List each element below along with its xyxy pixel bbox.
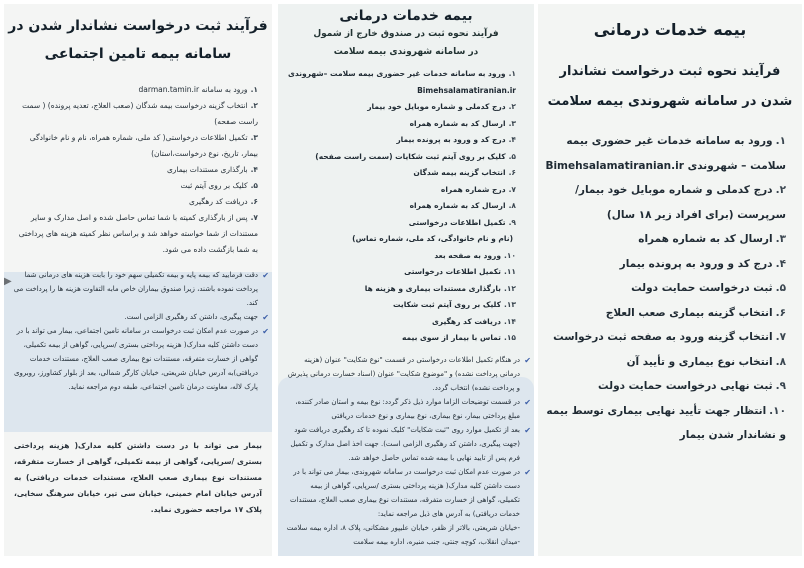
list-item: ۸.ارسال کد به شماره همراه	[409, 201, 516, 210]
note-item: ✔ در صورت عدم امکان ثبت درخواست در سامانه تامین اجتماعی، بیمار می تواند با در دست داشتن کلیه مدارک( هزینه پرداختی بستری /سرپایی، گواهی از بیمه تکمیلی، گواهی از خسارت متفرقه، مستندات نوع بیماری صعب العلاج، مستندات خدمات دریافتی)به آدرس خیابان شریعتی، خیابان کارگر شمالی، بعد از بلوار کشاورز، روبروی پارک لاله، معاونت درمان تامین اجتماعی، طبقه دوم مراجعه نماید.	[14, 327, 269, 391]
list-item: ۱.ورود به سامانه darman.tamin.ir	[138, 85, 258, 94]
list-item: ۶.انتخاب گزینه بیمه شدگان	[413, 168, 516, 177]
list-item: ۶.دریافت کد رهگیری	[189, 197, 258, 206]
middle-column	[278, 4, 534, 556]
check-icon: ✔	[262, 313, 269, 322]
right-subtitle: فرآیند نحوه ثبت درخواست نشاندار شدن در سامانه شهروندی بیمه سلامت	[547, 64, 793, 109]
middle-steps-list	[278, 66, 534, 347]
list-item: ۳.ارسال کد به شماره همراه	[638, 233, 786, 245]
right-column	[538, 4, 802, 556]
left-title: فرآیند ثبت درخواست نشاندار شدن در سامانه بیمه تامین اجتماعی	[8, 18, 268, 62]
list-item: ۵.کلیک بر روی آیتم ثبت شکایات (سمت راست صفحه)	[315, 151, 516, 161]
check-icon: ✔	[524, 425, 531, 435]
middle-notes-list	[278, 353, 534, 549]
list-item: ۱۲.بارگذاری مستندات بیماری و هزینه ها	[364, 283, 516, 293]
check-icon: ✔	[262, 327, 269, 336]
list-item: ۳.تکمیل اطلاعات درخواستی( کد ملی، شماره همراه، نام و نام خانوادگی بیمار، تاریخ، نوع درخواست،استان)	[29, 133, 258, 158]
list-item: ۱۱.تکمیل اطلاعات درخواستی	[404, 267, 516, 276]
list-item: ۹.تکمیل اطلاعات درخواستی	[408, 217, 516, 227]
right-title: بیمه خدمات درمانی	[593, 20, 747, 39]
list-item: ۷.درج شماره همراه	[440, 184, 516, 194]
list-item: ۱.ورود به سامانه خدمات غیر حضوری بیمه سلامت –شهروندی Bimehsalamatiranian.ir	[287, 69, 516, 95]
list-item: ۷.انتخاب گزینه ورود به صفحه ثبت درخواست	[553, 331, 786, 343]
middle-subtitle-1: فرآیند نحوه ثبت در صندوق خارج از شمول	[313, 29, 499, 39]
list-item: ۳.ارسال کد به شماره همراه	[409, 118, 516, 128]
middle-title: بیمه خدمات درمانی	[339, 8, 473, 24]
note-item: -میدان انقلاب، کوچه جنتی، جنب منیره، اداره بیمه سلامت	[353, 537, 520, 546]
note-item: ✔ دقت فرمایید که بیمه پایه و بیمه تکمیلی سهم خود را بابت هزینه های درمانی شما پرداخت نموده باشند، زیرا صندوق بیماران خاص مابه التفاوت هزینه ها را پرداخت می کند.	[13, 271, 269, 307]
list-item: ۴.بارگذاری مستندات بیماری	[166, 165, 258, 174]
right-steps-list	[538, 129, 802, 448]
arrow-icon: ▶	[4, 276, 12, 287]
list-item: ۴.درج کد و ورود به پرونده بیمار	[396, 135, 516, 144]
left-notes-list	[4, 258, 272, 394]
check-icon: ✔	[524, 355, 531, 365]
list-item: ۵.کلیک بر روی آیتم ثبت	[180, 181, 258, 190]
note-item: ✔ در هنگام تکمیل اطلاعات درخواستی در قسمت "نوع شکایت" عنوان (هزینه درمانی پرداخت نشده) و "موضوع شکایت" عنوان (اسناد خسارت درمانی پذیرش و پرداخت نشده) انتخاب گردد.	[287, 355, 531, 392]
list-item: ۹.ثبت نهایی درخواست حمایت دولت	[598, 380, 786, 392]
list-item: ۱۰.ورود به صفحه بعد	[434, 250, 516, 260]
list-item: ۸.انتخاب نوع بیماری و تأیید آن	[626, 355, 786, 368]
note-item: ✔ در قسمت توضیحات الزاما موارد ذیل ذکر گردد: نوع بیمه و استان صادر کننده، مبلغ پرداختی بیمار، نوع بیماری، نوع بیماری و نوع خدمات دریافتی	[295, 397, 531, 420]
list-item: ۱۳.کلیک بر روی آیتم ثبت شکایت	[392, 300, 516, 309]
list-item: ۷.پس از بارگذاری کمیته با شما تماس حاصل شده و اصل مدارک و سایر مستندات از شما خواسته خواهد شد و براساس نظر کمیته هزینه های پرداختی به شما بازگشت داده می شود.	[18, 213, 258, 254]
list-item: ۲.درج کدملی و شماره موبایل خود بیمار/ سرپرست (برای افراد زیر ۱۸ سال)	[575, 184, 786, 221]
check-icon: ✔	[524, 467, 531, 477]
note-item: ✔ جهت پیگیری، داشتن کد رهگیری الزامی است.	[4, 310, 272, 324]
list-item: ۱۴.دریافت کد رهگیری	[431, 316, 516, 326]
note-item: ✔ در صورت عدم امکان ثبت درخواست در سامانه شهروندی، بیمار می تواند با در دست داشتن کلیه مدارک( هزینه پرداختی بستری /سرپایی، گواهی از بیمه تکمیلی، گواهی از خسارت متفرقه، مستندات نوع بیماری صعب العلاج، مستندات خدمات دریافتی) به آدرس های ذیل مراجعه نماید:	[290, 467, 531, 518]
list-item: (نام و نام خانوادگی، کد ملی، شماره تماس)	[352, 234, 513, 243]
left-section2-text: بیمار می تواند با در دست داشتن کلیه مدارک( هزینه پرداختی بستری /سرپایی، گواهی از بیمه تکمیلی، گواهی از خسارت متفرقه، مستندات نوع بیماری صعب العلاج، مستندات خدمات دریافتی) به آدرس خیابان امام خمینی، خیابان سی تیر، خیابان سرهنگ سخایی، پلاک ۱۷ مراجعه حضوری نماید.	[14, 441, 262, 514]
list-item: ۱۰.انتظار جهت تأیید نهایی بیماری توسط بیمه و نشاندار شدن بیمار	[546, 404, 786, 441]
list-item: ۲.درج کدملی و شماره موبایل خود بیمار	[367, 102, 516, 111]
list-item: ۴.درج کد و ورود به پرونده بیمار	[619, 257, 786, 270]
list-item: ۱۵.تماس با بیمار از سوی بیمه	[401, 333, 516, 342]
note-item: ✔ بعد از تکمیل موارد روی "ثبت شکایات" کلیک نموده تا کد رهگیری دریافت شود (جهت پیگیری، داشتن کد رهگیری الزامی است). جهت اخذ اصل مدارک و تکمیل فرم پس از تایید نهایی با بیمه شده تماس حاصل خواهد شد.	[290, 425, 531, 462]
note-item: -خیابان شریعتی، بالاتر از ظفر، خیابان علیپور مشکانی، پلاک ۸، اداره بیمه سلامت	[286, 523, 520, 532]
list-item: ۶.انتخاب گزینه بیماری صعب العلاج	[605, 306, 786, 319]
list-item: ۱.ورود به سامانه خدمات غیر حضوری بیمه سلامت – شهروندی Bimehsalamatiranian.ir	[545, 135, 786, 172]
list-item: ۵.ثبت درخواست حمایت دولت	[631, 282, 786, 294]
check-icon: ✔	[524, 397, 531, 407]
left-steps-list	[4, 82, 272, 258]
middle-subtitle-2: در سامانه شهروندی بیمه سلامت	[333, 47, 479, 57]
check-icon: ✔	[262, 271, 269, 280]
left-column	[4, 4, 272, 556]
list-item: ۲.انتخاب گزینه درخواست بیمه شدگان (صعب العلاج، تعدیه پرونده) ( سمت راست صفحه)	[22, 101, 258, 126]
